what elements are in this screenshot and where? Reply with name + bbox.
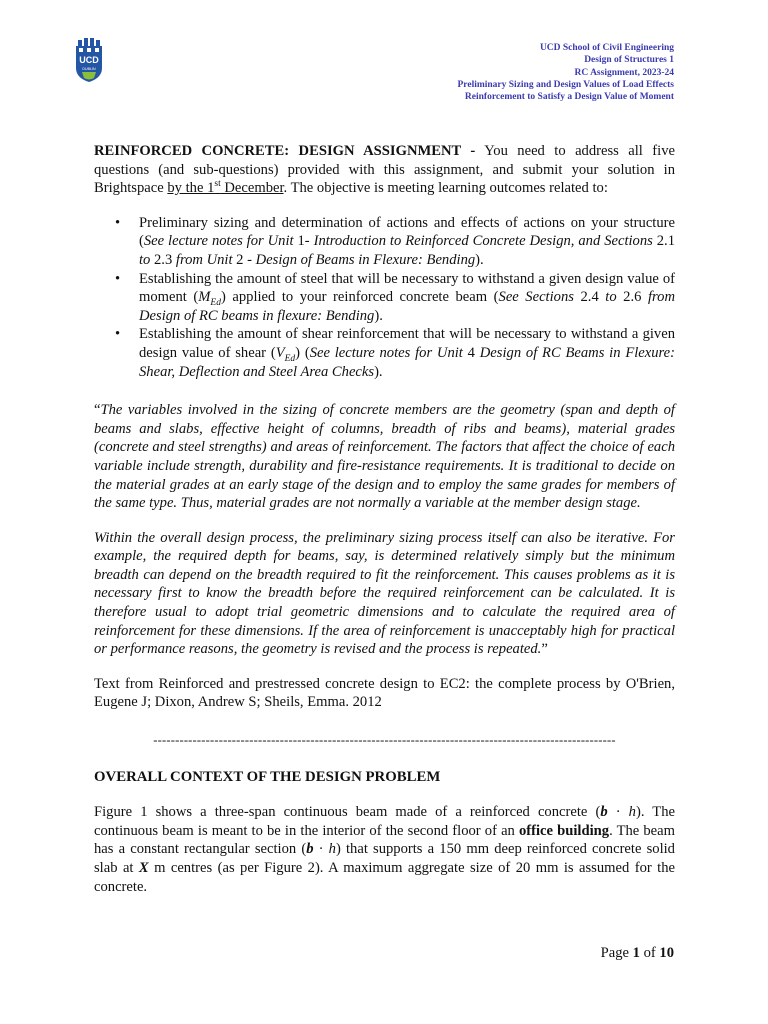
deadline: by the 1st December: [167, 179, 284, 197]
context-paragraph: Figure 1 shows a three-span continuous beam made of a reinforced concrete (b · h). The continuous beam is meant to be in the interior of the second floor of an office building. The beam has a constant rectangular section (b · h) that supports a 150 mm deep reinforced concrete solid slab at X m centres (as per Figure 2). A maximum aggregate size of 20 mm is assumed for the concrete.: [94, 804, 675, 895]
header-line-topic-2: Reinforcement to Satisfy a Design Value of Moment: [464, 92, 674, 103]
logo-text-dublin: DUBLIN: [82, 67, 96, 71]
assignment-title: REINFORCED CONCRETE: DESIGN ASSIGNMENT -: [94, 143, 476, 159]
header-line-assignment: RC Assignment, 2023-24: [574, 67, 674, 78]
intro-paragraph: [94, 142, 675, 198]
header-line-school: UCD School of Civil Engineering: [539, 43, 674, 53]
quote-paragraph-1: “The variables involved in the sizing of concrete members are the geometry (span and depth of beams and slabs, effective height of columns, breadth of ribs and beams), material grades (concrete and steel strengths) and areas of reinforcement. The factors that affect the choice of each variable include strength, durability and fire-resistance requirements. It is traditional to decide on the material grades at an early stage of the design and to employ the same grades for members of the same type. Thus, material grades are not normally a variable at the member design stage.: [94, 402, 675, 512]
logo-text-ucd: UCD: [79, 55, 99, 65]
list-item: • Establishing the amount of steel that will be necessary to withstand a given design value of moment $(M_{Ed})$ applied to your reinforced concrete beam (See Sections 2.4 to 2.6 from Design of RC beams in flexure: Bending).: [94, 270, 675, 326]
list-item: • Establishing the amount of shear reinforcement that will be necessary to withstand a given design value of shear $(V_{Ed})$ (See lecture notes for Unit 4 Design of RC Beams in Flexure: Shear, Deflection and Steel Area Checks).: [94, 325, 675, 381]
section-divider: ----------------------------------------------------------------------------------------------------------: [153, 733, 616, 748]
list-item: • Preliminary sizing and determination of actions and effects of actions on your structure (See lecture notes for Unit 1- Introduction to Reinforced Concrete Design, and Sections 2.1 to 2.3 from Unit 2 - Design of Beams in Flexure: Bending).: [94, 214, 675, 270]
intro-text: You need to address all five questions (and sub-questions) provided with this assignment, and submit your solution in Brightspace: [94, 143, 675, 197]
document-body: [94, 142, 675, 896]
document-header: [458, 42, 675, 103]
page-number: Page 1 of 10: [600, 945, 674, 961]
section-heading: OVERALL CONTEXT OF THE DESIGN PROBLEM: [94, 768, 441, 785]
header-line-course: Design of Structures 1: [584, 55, 674, 66]
intro-objective: . The objective is meeting learning outcomes related to:: [283, 180, 608, 197]
source-citation: Text from Reinforced and prestressed concrete design to EC2: the complete process by O'Brien, Eugene J; Dixon, Andrew S; Sheils, Emma. 2012: [94, 675, 675, 711]
quote-paragraph-2: Within the overall design process, the preliminary sizing process itself can also be iterative. For example, the required depth for beams, say, is determined relatively simply but the minimum breadth can depend on the breadth required to fit the reinforcement. This causes problems as it is necessary first to know the breadth before the required reinforcement can be calculated. It is therefore usual to adopt trial geometric dimensions and to calculate the required area of reinforcement for these dimensions. If the area of reinforcement is unacceptably high for practical or performance reasons, the geometry is revised and the process is repeated.”: [94, 529, 675, 658]
ucd-crest-logo: [74, 38, 104, 82]
header-line-topic-1: Preliminary Sizing and Design Values of Load Effects: [457, 79, 674, 90]
learning-outcomes-list: [94, 214, 675, 381]
